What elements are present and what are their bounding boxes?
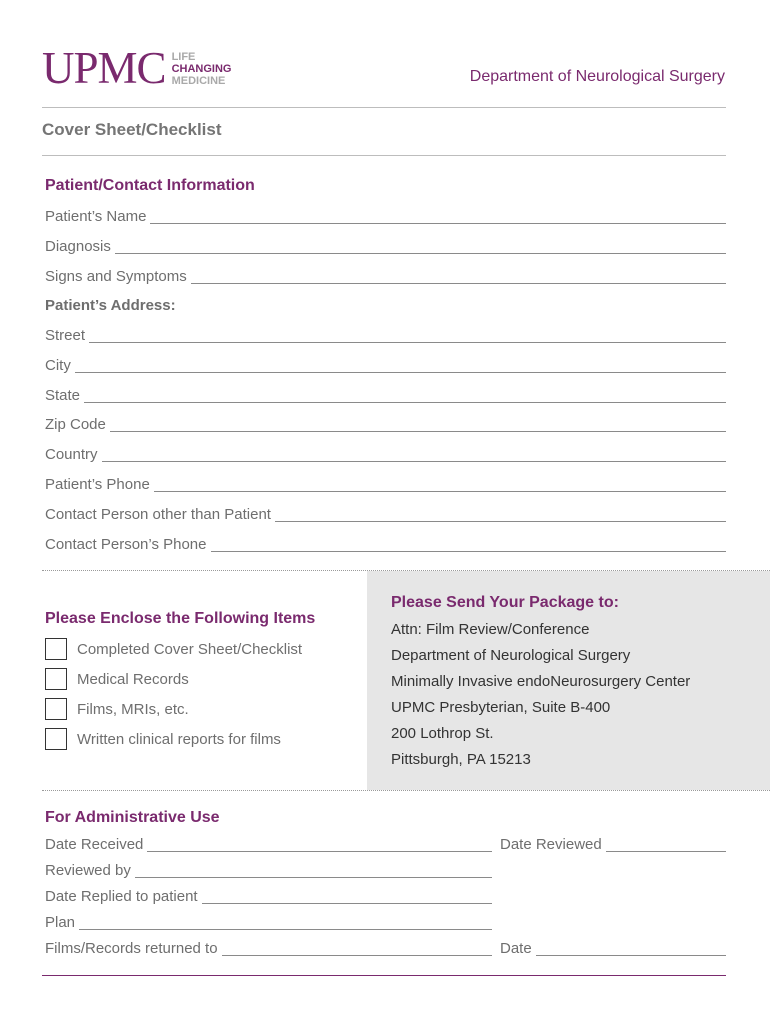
upmc-logo xyxy=(42,43,232,93)
signs-symptoms-label: Signs and Symptoms xyxy=(45,268,187,285)
checklist-item-label: Medical Records xyxy=(77,670,189,688)
state-field[interactable] xyxy=(45,385,726,405)
date-replied-field[interactable] xyxy=(45,886,492,906)
checklist-item-label: Films, MRIs, etc. xyxy=(77,700,189,718)
date-label: Date xyxy=(500,940,532,957)
footer-divider xyxy=(42,975,726,976)
contact-phone-label: Contact Person’s Phone xyxy=(45,536,207,553)
diagnosis-label: Diagnosis xyxy=(45,238,111,255)
title-divider xyxy=(42,155,726,156)
date-received-field[interactable] xyxy=(45,834,492,854)
checklist-item-clinical-reports[interactable] xyxy=(45,727,281,751)
plan-field[interactable] xyxy=(45,912,492,932)
address-heading: Patient’s Address: xyxy=(45,297,176,314)
date-reviewed-line[interactable] xyxy=(606,851,726,852)
plan-line[interactable] xyxy=(79,929,492,930)
street-field[interactable] xyxy=(45,325,726,345)
date-replied-label: Date Replied to patient xyxy=(45,888,198,905)
country-line[interactable] xyxy=(102,461,726,462)
films-returned-label: Films/Records returned to xyxy=(45,940,218,957)
logo-tagline-line-3: MEDICINE xyxy=(171,74,226,87)
reviewed-by-label: Reviewed by xyxy=(45,862,131,879)
patient-name-label: Patient’s Name xyxy=(45,208,147,225)
address-line-attn: Attn: Film Review/Conference xyxy=(391,621,590,638)
checklist-item-label: Completed Cover Sheet/Checklist xyxy=(77,640,303,658)
city-field[interactable] xyxy=(45,355,726,375)
checklist-item-medical-records[interactable] xyxy=(45,667,189,691)
city-label: City xyxy=(45,357,71,374)
address-line-street: 200 Lothrop St. xyxy=(391,725,494,742)
diagnosis-field[interactable] xyxy=(45,236,726,256)
date-replied-line[interactable] xyxy=(202,903,492,904)
zip-code-label: Zip Code xyxy=(45,416,106,433)
date-field[interactable] xyxy=(500,938,726,958)
signs-symptoms-field[interactable] xyxy=(45,266,726,286)
address-line-department: Department of Neurological Surgery xyxy=(391,647,631,664)
logo-wordmark: UPMC xyxy=(42,43,166,93)
checkbox[interactable] xyxy=(45,728,67,750)
header-divider xyxy=(42,107,726,108)
department-name: Department of Neurological Surgery xyxy=(469,68,725,85)
checkbox[interactable] xyxy=(45,668,67,690)
checklist-item-cover-sheet[interactable] xyxy=(45,637,302,661)
state-label: State xyxy=(45,387,81,404)
street-label: Street xyxy=(45,327,86,344)
films-returned-line[interactable] xyxy=(222,955,492,956)
patient-phone-label: Patient’s Phone xyxy=(45,476,150,493)
contact-person-label: Contact Person other than Patient xyxy=(45,506,271,523)
date-reviewed-label: Date Reviewed xyxy=(500,836,602,853)
date-line[interactable] xyxy=(536,955,726,956)
admin-section-title: For Administrative Use xyxy=(45,809,220,826)
address-line-suite: UPMC Presbyterian, Suite B-400 xyxy=(391,699,611,716)
country-field[interactable] xyxy=(45,444,726,464)
country-label: Country xyxy=(45,446,98,463)
plan-label: Plan xyxy=(45,914,76,931)
checklist-item-films[interactable] xyxy=(45,697,189,721)
page-title: Cover Sheet/Checklist xyxy=(42,120,222,139)
logo-tagline-line-2: CHANGING xyxy=(171,62,232,75)
signs-symptoms-line[interactable] xyxy=(191,283,726,284)
contact-phone-field[interactable] xyxy=(45,534,726,554)
films-returned-field[interactable] xyxy=(45,938,492,958)
state-line[interactable] xyxy=(84,402,726,403)
checkbox[interactable] xyxy=(45,698,67,720)
logo-tagline-line-1: LIFE xyxy=(171,50,196,63)
patient-phone-field[interactable] xyxy=(45,474,726,494)
street-line[interactable] xyxy=(89,342,726,343)
diagnosis-line[interactable] xyxy=(115,253,726,254)
patient-name-field[interactable] xyxy=(45,206,726,226)
zip-code-line[interactable] xyxy=(110,431,726,432)
date-reviewed-field[interactable] xyxy=(500,834,726,854)
checklist-item-label: Written clinical reports for films xyxy=(77,730,281,748)
zip-code-field[interactable] xyxy=(45,414,726,434)
date-received-label: Date Received xyxy=(45,836,144,853)
reviewed-by-line[interactable] xyxy=(135,877,492,878)
city-line[interactable] xyxy=(75,372,726,373)
date-received-line[interactable] xyxy=(147,851,492,852)
checkbox[interactable] xyxy=(45,638,67,660)
address-line-center: Minimally Invasive endoNeurosurgery Center xyxy=(391,673,691,690)
contact-phone-line[interactable] xyxy=(211,551,727,552)
send-package-title: Please Send Your Package to: xyxy=(391,594,619,611)
send-package-panel xyxy=(367,571,770,790)
patient-phone-line[interactable] xyxy=(154,491,726,492)
enclose-section-title: Please Enclose the Following Items xyxy=(45,610,316,627)
patient-section-title: Patient/Contact Information xyxy=(45,177,255,194)
section-divider xyxy=(42,790,770,791)
reviewed-by-field[interactable] xyxy=(45,860,492,880)
patient-name-line[interactable] xyxy=(150,223,726,224)
contact-person-line[interactable] xyxy=(275,521,726,522)
address-line-city: Pittsburgh, PA 15213 xyxy=(391,751,531,768)
logo-tagline xyxy=(172,51,232,87)
contact-person-field[interactable] xyxy=(45,504,726,524)
